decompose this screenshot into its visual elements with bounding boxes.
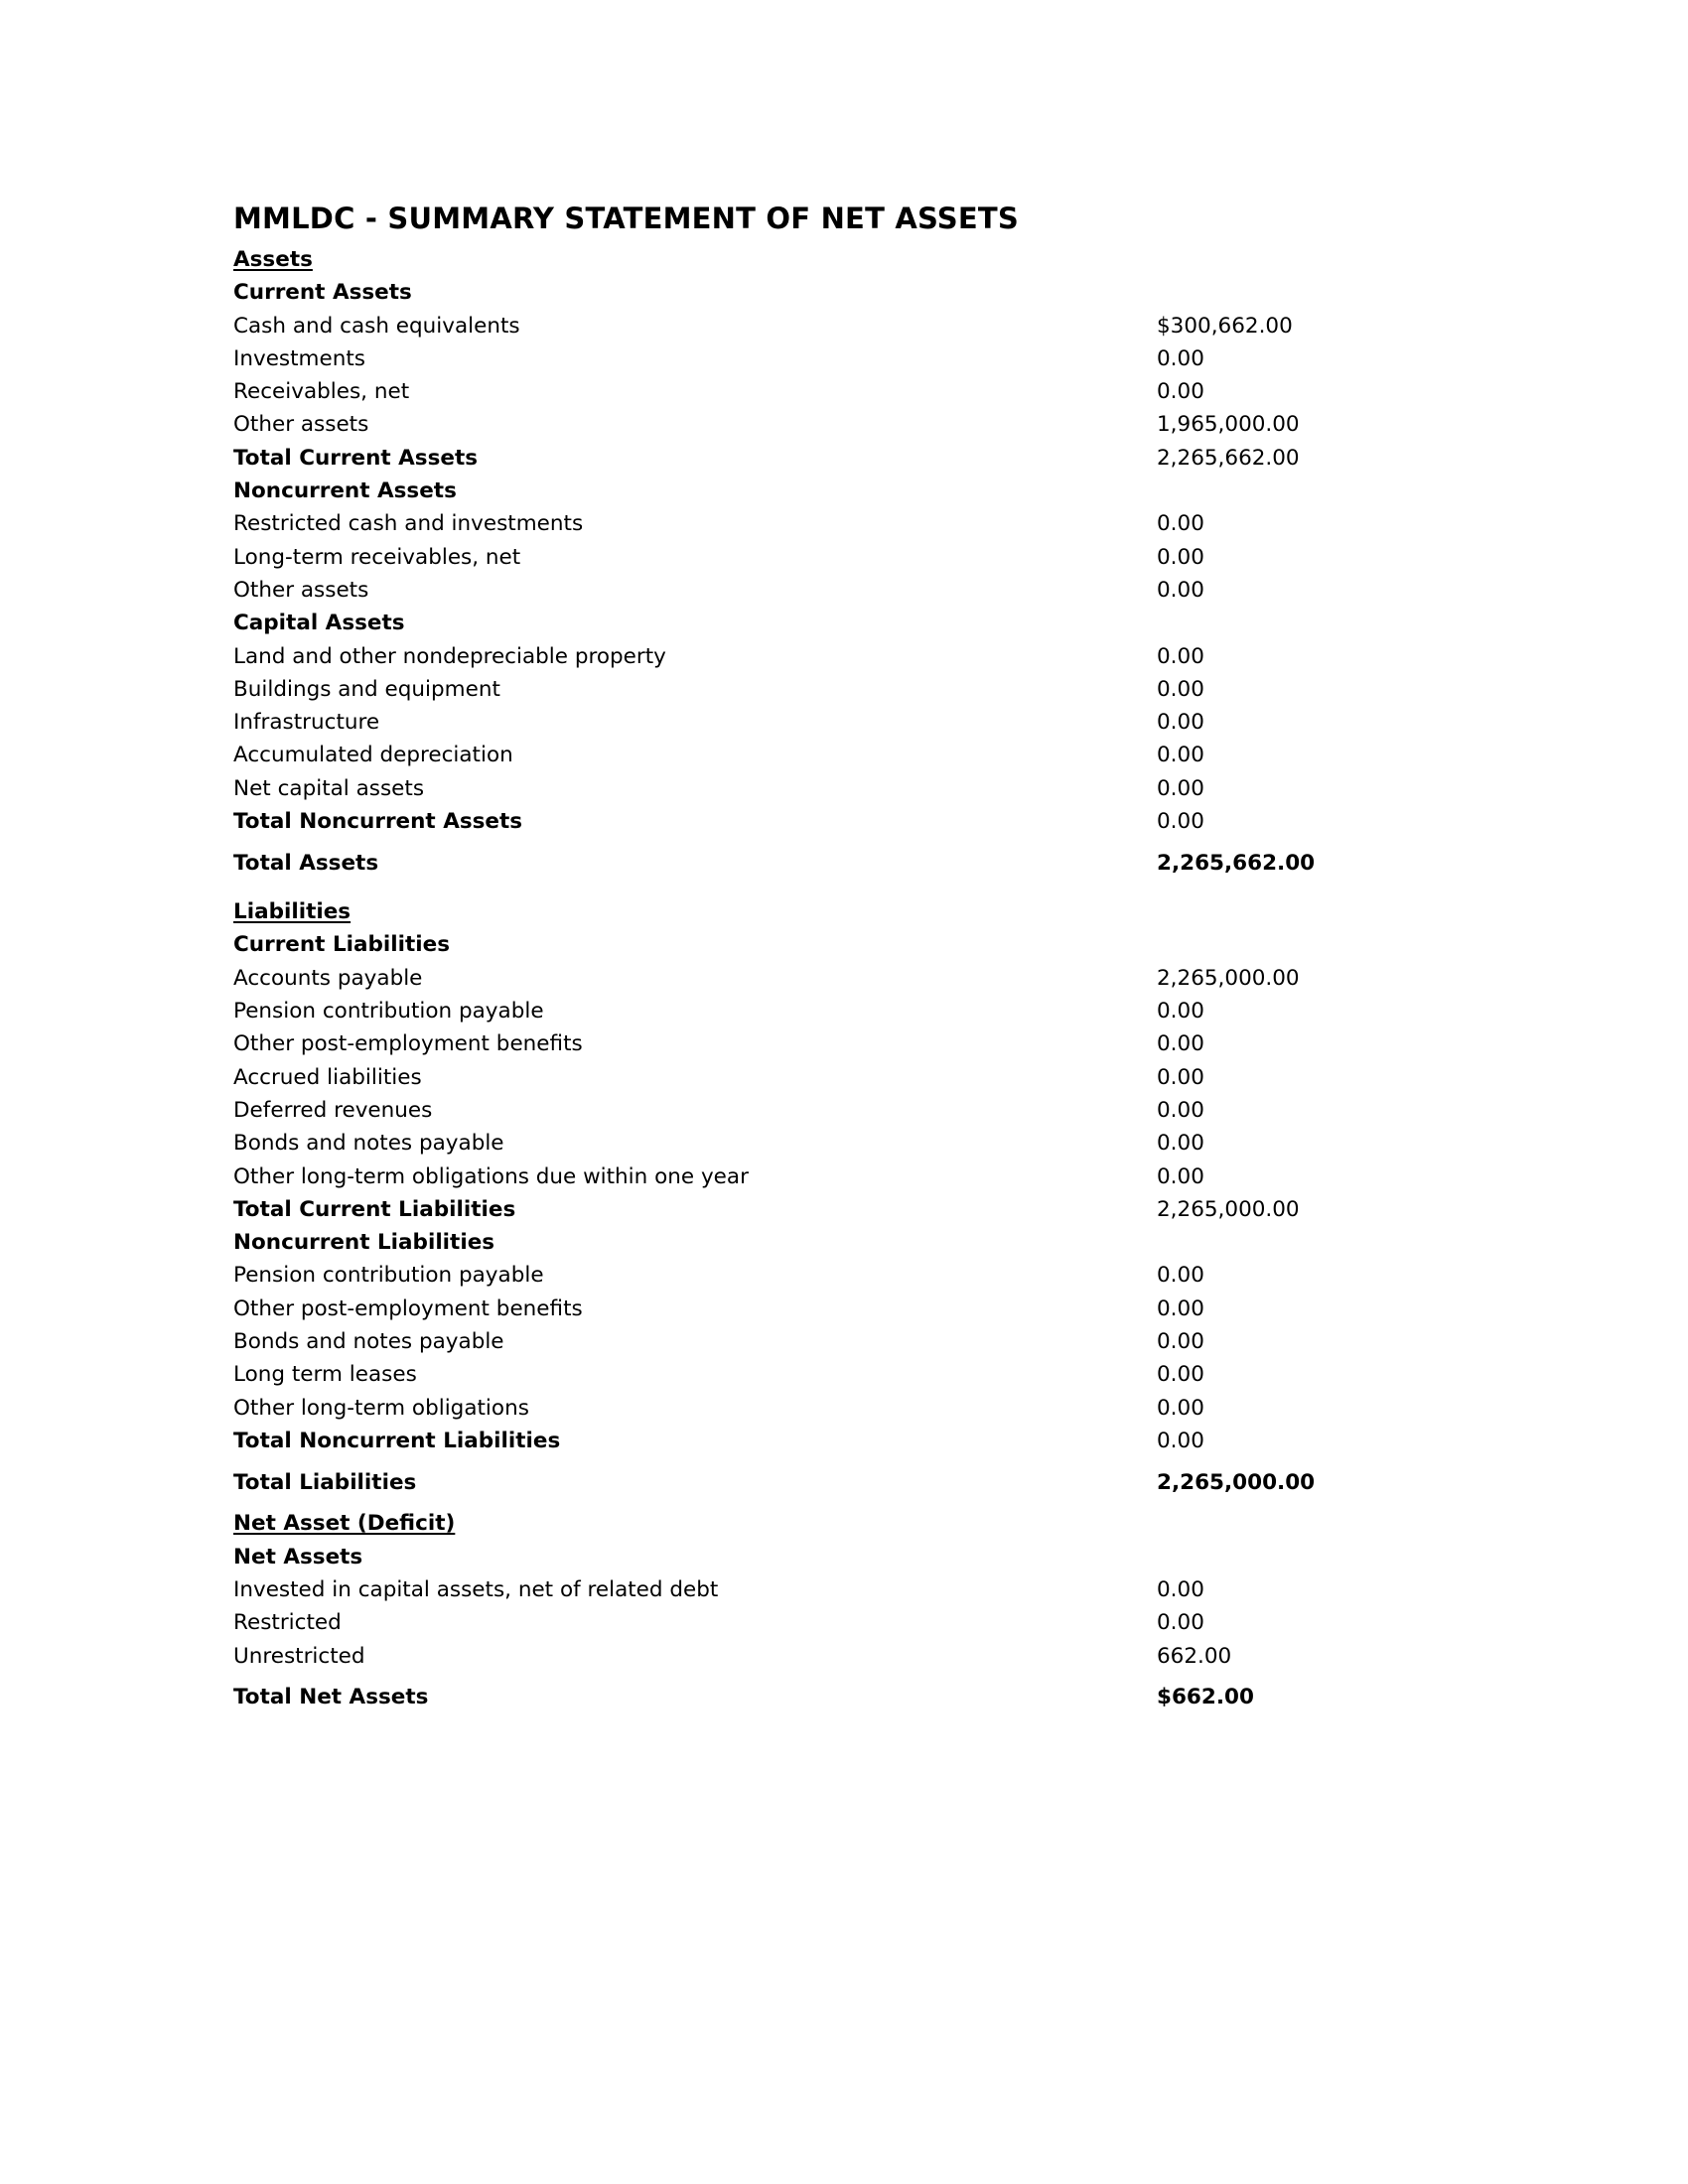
line-item bbox=[233, 1027, 1425, 1060]
subheading-capital-assets bbox=[233, 607, 1425, 639]
line-item bbox=[233, 1358, 1425, 1391]
line-item-value: 0.00 bbox=[1157, 1395, 1204, 1421]
line-item bbox=[233, 640, 1425, 673]
total-label: Total Liabilities bbox=[233, 1469, 417, 1495]
line-item bbox=[233, 706, 1425, 739]
line-item bbox=[233, 541, 1425, 574]
section-heading-net-assets bbox=[233, 1507, 1425, 1540]
subtotal-label: Total Noncurrent Assets bbox=[233, 809, 523, 835]
subtotal-current-liabilities bbox=[233, 1193, 1425, 1226]
line-item-value: 0.00 bbox=[1157, 1296, 1204, 1321]
line-item-label: Infrastructure bbox=[233, 710, 380, 736]
line-item-label: Restricted cash and investments bbox=[233, 511, 584, 537]
line-item-value: 0.00 bbox=[1157, 379, 1204, 405]
line-item-label: Long-term receivables, net bbox=[233, 544, 521, 570]
line-item-value: 0.00 bbox=[1157, 643, 1204, 669]
line-item-label: Accounts payable bbox=[233, 965, 423, 991]
line-item-label: Bonds and notes payable bbox=[233, 1131, 504, 1157]
line-item bbox=[233, 1094, 1425, 1127]
line-item-value: 662.00 bbox=[1157, 1643, 1232, 1669]
line-item bbox=[233, 1640, 1425, 1673]
line-item-label: Investments bbox=[233, 345, 365, 371]
total-label: Total Net Assets bbox=[233, 1685, 429, 1710]
subtotal-value: 2,265,000.00 bbox=[1157, 1196, 1300, 1222]
subheading-label: Net Assets bbox=[233, 1544, 363, 1570]
line-item-label: Other assets bbox=[233, 412, 369, 438]
line-item-value: 0.00 bbox=[1157, 511, 1204, 537]
subtotal-noncurrent-liabilities bbox=[233, 1425, 1425, 1457]
line-item-value: 0.00 bbox=[1157, 710, 1204, 736]
line-item-label: Accrued liabilities bbox=[233, 1064, 422, 1090]
section-heading-liabilities bbox=[233, 895, 1425, 928]
line-item bbox=[233, 408, 1425, 441]
line-item-value: 0.00 bbox=[1157, 1131, 1204, 1157]
statement-page bbox=[233, 199, 1425, 1714]
line-item-value: 0.00 bbox=[1157, 544, 1204, 570]
line-item-value: 1,965,000.00 bbox=[1157, 412, 1300, 438]
line-item bbox=[233, 995, 1425, 1027]
line-item-label: Other post-employment benefits bbox=[233, 1296, 583, 1321]
line-item-label: Other long-term obligations bbox=[233, 1395, 529, 1421]
page-title: MMLDC - SUMMARY STATEMENT OF NET ASSETS bbox=[233, 202, 1019, 235]
line-item bbox=[233, 1392, 1425, 1425]
line-item-value: 0.00 bbox=[1157, 1263, 1204, 1289]
line-item-label: Receivables, net bbox=[233, 379, 410, 405]
line-item bbox=[233, 310, 1425, 342]
section-label: Assets bbox=[233, 247, 313, 272]
subheading-label: Noncurrent Assets bbox=[233, 478, 457, 504]
line-item-label: Invested in capital assets, net of related debt bbox=[233, 1577, 719, 1603]
line-item bbox=[233, 739, 1425, 771]
subheading-label: Noncurrent Liabilities bbox=[233, 1230, 495, 1256]
grand-total-liabilities bbox=[233, 1466, 1425, 1499]
line-item-label: Net capital assets bbox=[233, 775, 425, 801]
grand-total-assets bbox=[233, 847, 1425, 880]
subheading-net-assets bbox=[233, 1541, 1425, 1573]
subtotal-label: Total Noncurrent Liabilities bbox=[233, 1428, 561, 1453]
line-item-value: 0.00 bbox=[1157, 1097, 1204, 1123]
subheading-noncurrent-liabilities bbox=[233, 1226, 1425, 1259]
line-item-value: 0.00 bbox=[1157, 1329, 1204, 1354]
section-label: Net Asset (Deficit) bbox=[233, 1511, 456, 1537]
line-item-label: Land and other nondepreciable property bbox=[233, 643, 666, 669]
line-item-label: Restricted bbox=[233, 1610, 342, 1636]
line-item bbox=[233, 962, 1425, 995]
subheading-noncurrent-assets bbox=[233, 475, 1425, 507]
total-label: Total Assets bbox=[233, 850, 379, 876]
line-item-value: 2,265,000.00 bbox=[1157, 965, 1300, 991]
line-item-label: Pension contribution payable bbox=[233, 999, 544, 1024]
line-item-label: Unrestricted bbox=[233, 1643, 365, 1669]
line-item bbox=[233, 1061, 1425, 1094]
line-item bbox=[233, 1606, 1425, 1639]
line-item-label: Buildings and equipment bbox=[233, 676, 500, 702]
subheading-label: Current Assets bbox=[233, 280, 412, 306]
line-item bbox=[233, 1325, 1425, 1358]
line-item bbox=[233, 1127, 1425, 1160]
line-item-value: 0.00 bbox=[1157, 999, 1204, 1024]
subtotal-label: Total Current Assets bbox=[233, 445, 479, 471]
line-item-value: 0.00 bbox=[1157, 577, 1204, 603]
grand-total-net-assets bbox=[233, 1681, 1425, 1713]
line-item-label: Cash and cash equivalents bbox=[233, 313, 520, 339]
line-item-label: Other long-term obligations due within one year bbox=[233, 1163, 749, 1189]
total-value: 2,265,000.00 bbox=[1157, 1469, 1316, 1495]
line-item bbox=[233, 574, 1425, 607]
subtotal-current-assets bbox=[233, 442, 1425, 475]
line-item-value: 0.00 bbox=[1157, 1610, 1204, 1636]
total-value: 2,265,662.00 bbox=[1157, 850, 1316, 876]
line-item bbox=[233, 507, 1425, 540]
line-item-value: 0.00 bbox=[1157, 1031, 1204, 1057]
section-label: Liabilities bbox=[233, 899, 352, 925]
line-item-value: 0.00 bbox=[1157, 345, 1204, 371]
line-item-label: Accumulated depreciation bbox=[233, 743, 513, 768]
line-item-value: 0.00 bbox=[1157, 1064, 1204, 1090]
line-item-label: Pension contribution payable bbox=[233, 1263, 544, 1289]
line-item-value: 0.00 bbox=[1157, 1163, 1204, 1189]
subtotal-value: 0.00 bbox=[1157, 809, 1204, 835]
subheading-label: Capital Assets bbox=[233, 611, 405, 636]
line-item bbox=[233, 1160, 1425, 1193]
section-heading-assets bbox=[233, 243, 1425, 276]
line-item bbox=[233, 673, 1425, 706]
subheading-label: Current Liabilities bbox=[233, 932, 451, 958]
subtotal-value: 0.00 bbox=[1157, 1428, 1204, 1453]
subheading-current-assets bbox=[233, 276, 1425, 309]
subtotal-value: 2,265,662.00 bbox=[1157, 445, 1300, 471]
line-item-label: Deferred revenues bbox=[233, 1097, 433, 1123]
line-item bbox=[233, 1293, 1425, 1325]
total-value: $662.00 bbox=[1157, 1685, 1254, 1710]
line-item-value: $300,662.00 bbox=[1157, 313, 1293, 339]
subtotal-label: Total Current Liabilities bbox=[233, 1196, 516, 1222]
line-item-label: Other post-employment benefits bbox=[233, 1031, 583, 1057]
line-item-value: 0.00 bbox=[1157, 743, 1204, 768]
line-item bbox=[233, 1259, 1425, 1292]
line-item-value: 0.00 bbox=[1157, 1577, 1204, 1603]
line-item-value: 0.00 bbox=[1157, 775, 1204, 801]
line-item-label: Bonds and notes payable bbox=[233, 1329, 504, 1354]
line-item-label: Long term leases bbox=[233, 1362, 417, 1388]
line-item bbox=[233, 1573, 1425, 1606]
line-item bbox=[233, 342, 1425, 375]
line-item-label: Other assets bbox=[233, 577, 369, 603]
line-item bbox=[233, 772, 1425, 805]
line-item bbox=[233, 375, 1425, 408]
line-item-value: 0.00 bbox=[1157, 676, 1204, 702]
line-item-value: 0.00 bbox=[1157, 1362, 1204, 1388]
subheading-current-liabilities bbox=[233, 928, 1425, 961]
subtotal-noncurrent-assets bbox=[233, 805, 1425, 838]
